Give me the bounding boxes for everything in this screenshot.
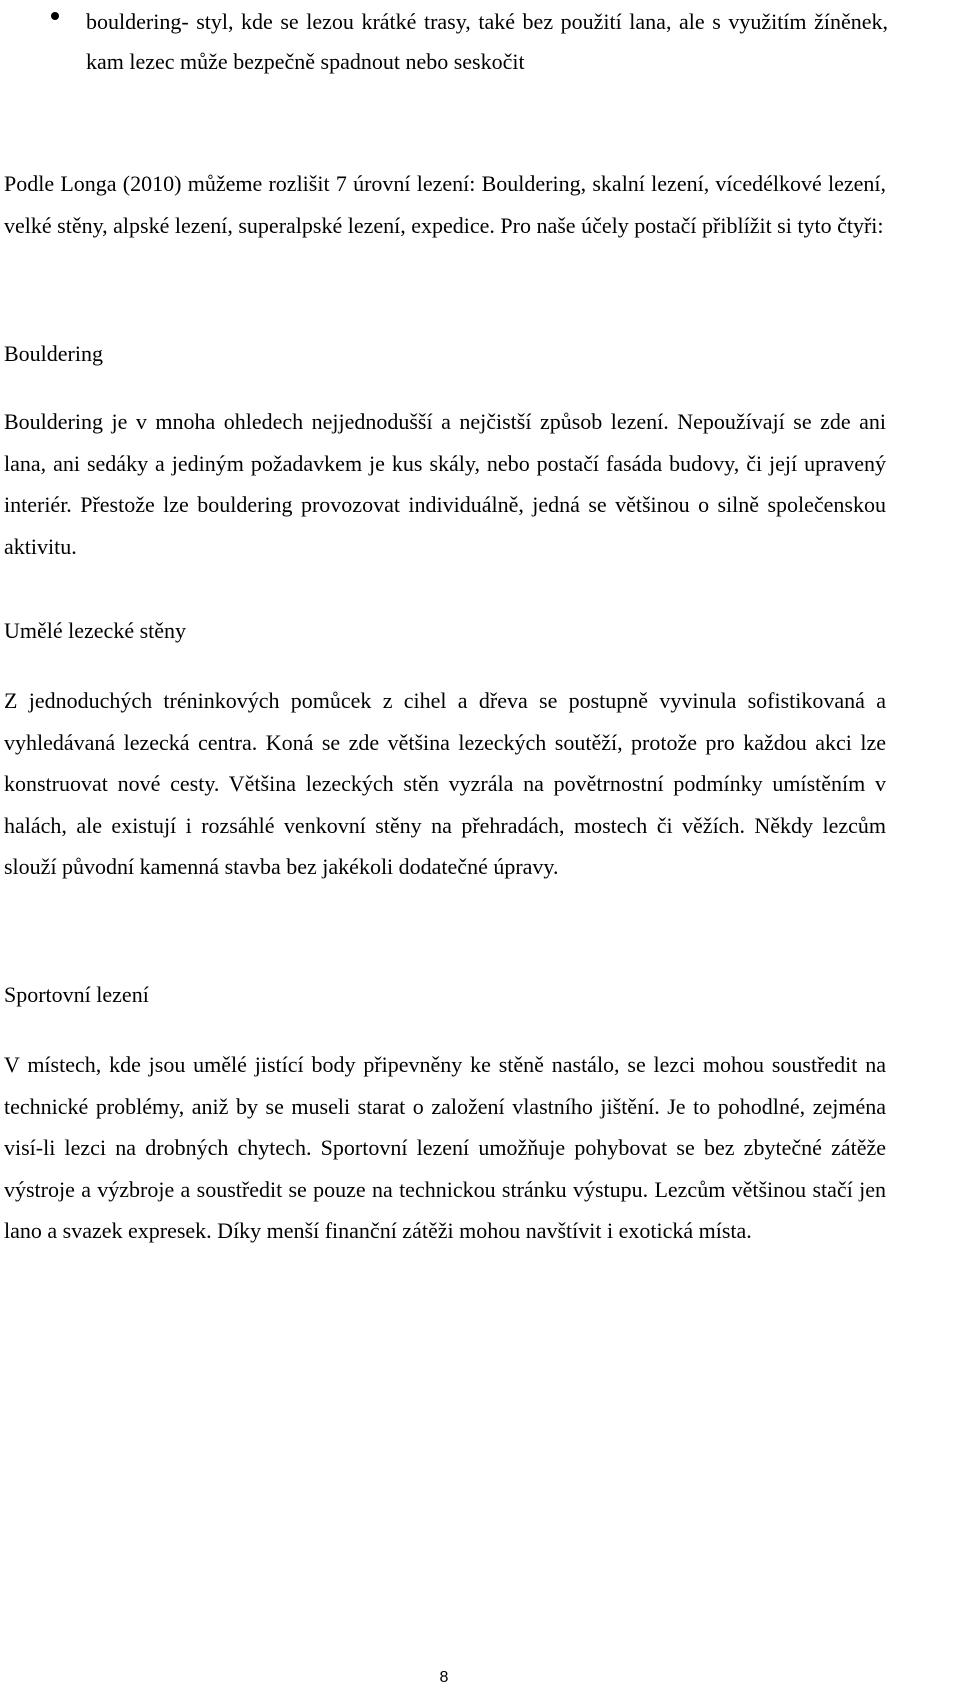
bullet-point-icon (51, 12, 59, 20)
page-number: 8 (439, 1669, 449, 1686)
section-body-sport-climbing: V místech, kde jsou umělé jistící body připevněny ke stěně nastálo, se lezci mohou soustředit na technické problémy, aniž by se museli starat o založení vlastního jištění. Je to pohodlné, zejména visí-li lezci na drobných chytech. Sportovní lezení umožňuje pohybovat se bez zbytečné zátěže výstroje a výzbroje a soustředit se pouze na technickou stránku výstupu. Lezcům většinou stačí jen lano a svazek expresek. Díky menší finanční zátěži mohou navštívit i exotická místa. (4, 1052, 886, 1243)
bullet-text: bouldering- styl, kde se lezou krátké trasy, také bez použití lana, ale s využitím žíněnek, kam lezec může bezpečně spadnout nebo seskočit (86, 9, 888, 74)
bullet-list-item (51, 2, 888, 82)
section-heading-bouldering: Bouldering (4, 341, 103, 366)
section-heading-sport-climbing: Sportovní lezení (4, 982, 149, 1007)
intro-paragraph: Podle Longa (2010) můžeme rozlišit 7 úrovní lezení: Bouldering, skalní lezení, vícedélkové lezení, velké stěny, alpské lezení, superalpské lezení, expedice. Pro naše účely postačí přiblížit si tyto čtyři: (4, 171, 886, 238)
section-heading-climbing-walls: Umělé lezecké stěny (4, 618, 187, 643)
section-body-climbing-walls: Z jednoduchých tréninkových pomůcek z cihel a dřeva se postupně vyvinula sofistikovaná a vyhledávaná lezecká centra. Koná se zde většina lezeckých soutěží, protože pro každou akci lze konstruovat nové cesty. Většina lezeckých stěn vyzrála na povětrnostní podmínky umístěním v halách, ale existují i rozsáhlé venkovní stěny na přehradách, mostech či věžích. Někdy lezcům slouží původní kamenná stavba bez jakékoli dodatečné úpravy. (4, 688, 886, 879)
section-body-bouldering: Bouldering je v mnoha ohledech nejjednodušší a nejčistší způsob lezení. Nepoužívají se zde ani lana, ani sedáky a jediným požadavkem je kus skály, nebo postačí fasáda budovy, či její upravený interiér. Přestože lze bouldering provozovat individuálně, jedná se většinou o silně společenskou aktivitu. (4, 409, 886, 559)
